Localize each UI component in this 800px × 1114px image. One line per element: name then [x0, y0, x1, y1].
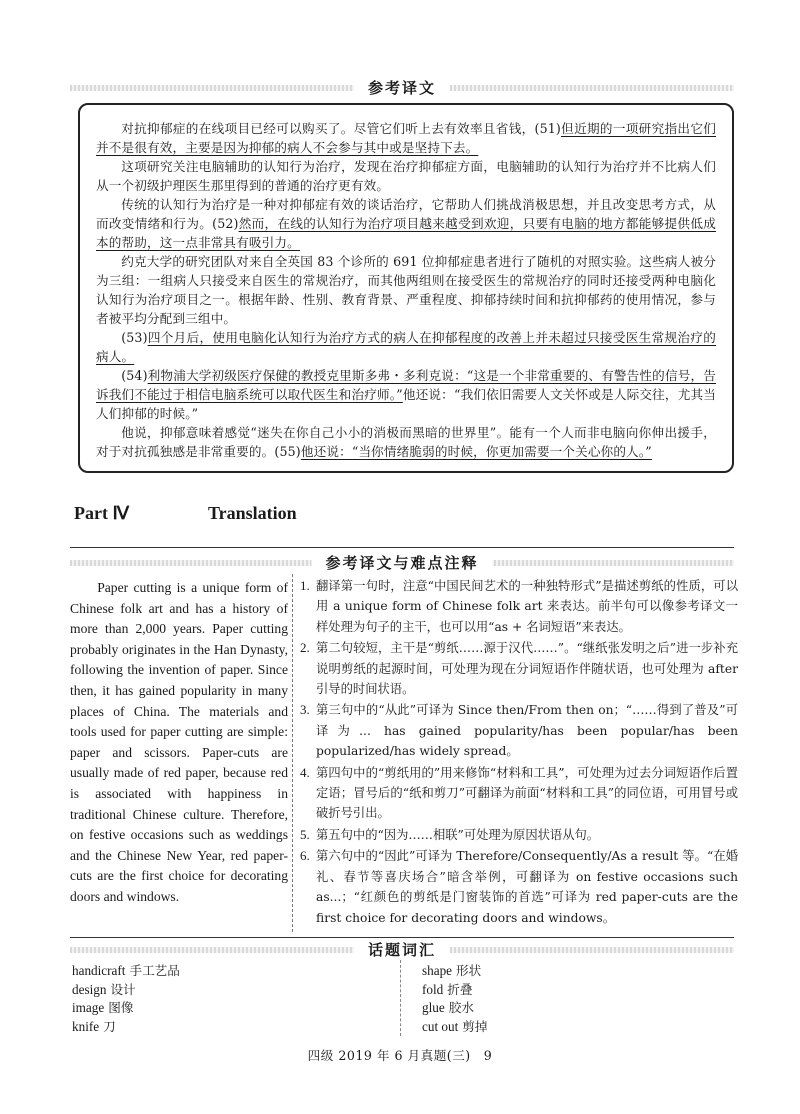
- note-text: 第五句中的“因为……相联”可处理为原因状语从句。: [316, 827, 600, 842]
- divider-line: [70, 937, 734, 938]
- vocab-entry: [72, 999, 180, 1018]
- vocab-word: glue: [422, 1000, 445, 1016]
- reference-translation-box: [78, 103, 734, 473]
- notes-list: [298, 576, 738, 929]
- vocabulary-left-column: [72, 962, 180, 1036]
- note-item: [298, 700, 738, 761]
- note-number: 4.: [300, 764, 310, 780]
- reference-paragraph: [96, 119, 716, 157]
- note-number: 3.: [300, 702, 310, 718]
- vocab-entry: [422, 1018, 487, 1037]
- notes-section-header: [70, 553, 734, 575]
- section-title: 话题词汇: [354, 940, 450, 960]
- sentence: 他还说：“我们依旧需要人文关怀或是人际交往，尤其当人们抑郁的时候。”: [96, 387, 716, 421]
- part-name: Translation: [208, 503, 297, 523]
- reference-paragraph: [96, 252, 716, 328]
- column-divider: [292, 574, 293, 932]
- vocabulary-divider: [400, 960, 401, 1036]
- vocab-entry: [422, 981, 487, 1000]
- vocab-word: fold: [422, 981, 444, 997]
- section-title: 参考译文: [354, 78, 450, 98]
- divider-line: [70, 547, 734, 548]
- reference-paragraph: [96, 195, 716, 252]
- sentence: 约克大学的研究团队对来自全英国 83 个诊所的 691 位抑郁症患者进行了随机的对照实验。这些病人被分为三组：一组病人只接受来自医生的常规治疗，而其他两组则在接受医生的常规治疗的同时还接受两种电脑化认知行为治疗项目之一。根据年龄、性别、教育背景、严重程度、抑郁持续时间和抗抑郁药的使用情况，参与者被平均分配到三组中。: [96, 254, 716, 326]
- vocab-meaning: 刀: [103, 1018, 116, 1034]
- vocab-word: cut out: [422, 1018, 459, 1034]
- vocab-meaning: 折叠: [447, 981, 473, 997]
- vocab-entry: [72, 962, 180, 981]
- sentence: (54): [121, 368, 148, 383]
- note-item: [298, 638, 738, 699]
- part-heading: [74, 503, 297, 524]
- note-item: [298, 846, 738, 928]
- reference-paragraph: [96, 157, 716, 195]
- vocab-meaning: 形状: [456, 963, 482, 978]
- note-number: 1.: [300, 578, 310, 593]
- sentence: 传统的认知行为治疗是一种对抑郁症有效的谈话治疗，它帮助人们挑战消极思想，并且改变思考方式，从而改变情绪和行为。(52): [96, 197, 716, 231]
- reference-translation-header: [70, 78, 734, 100]
- sentence: 这项研究关注电脑辅助的认知行为治疗，发现在治疗抑郁症方面，电脑辅助的认知行为治疗并不比病人们从一个初级护理医生那里得到的普通的治疗更有效。: [96, 159, 716, 193]
- note-text: 第二句较短，主干是“剪纸……源于汉代……”。“继纸张发明之后”进一步补充说明剪纸的起源时间，可处理为现在分词短语作伴随状语，也可处理为 after 引导的时间状语。: [316, 641, 738, 697]
- part-label: Part Ⅳ: [74, 503, 130, 523]
- vocab-word: image: [72, 1000, 105, 1016]
- note-item: [298, 576, 738, 637]
- vocab-entry: [72, 981, 180, 1000]
- vocab-meaning: 剪掉: [462, 1018, 488, 1034]
- reference-paragraphs: [96, 119, 716, 461]
- note-text: 第四句中的“剪纸用的”用来修饰“材料和工具”，可处理为过去分词短语作后置定语；冒号后的“纸和剪刀”可翻译为前面“材料和工具”的同位语，可用冒号或破折号引出。: [316, 765, 738, 821]
- note-item: [298, 825, 738, 845]
- vocab-word: knife: [72, 1018, 100, 1034]
- underlined-sentence: 利物浦大学初级医疗保健的教授克里斯多弗・多利克说：“这是一个非常重要的、有警告性的信号，告诉我们不能过于相信电脑系统可以取代医生和治疗师。”: [96, 368, 716, 402]
- note-number: 5.: [300, 826, 310, 842]
- reference-paragraph: [96, 328, 716, 366]
- note-number: 6.: [300, 848, 310, 864]
- sentence: (53): [121, 330, 148, 345]
- underlined-sentence: 但近期的一项研究指出它们并不是很有效，主要是因为抑郁的病人不会参与其中或是坚持下去。: [96, 121, 716, 155]
- reference-paragraph: [96, 366, 716, 423]
- reference-paragraph: [96, 423, 716, 461]
- note-number: 2.: [300, 640, 310, 656]
- underlined-sentence: 他还说：“当你情绪脆弱的时候，你更加需要一个关心你的人。”: [300, 444, 652, 459]
- vocab-word: design: [72, 981, 107, 997]
- sentence: 对抗抑郁症的在线项目已经可以购买了。尽管它们听上去有效率且省钱，(51): [121, 121, 561, 136]
- translation-passage: [70, 578, 288, 908]
- vocab-meaning: 图像: [108, 1000, 134, 1016]
- page-footer: 四级 2019 年 6 月真题(三) 9: [307, 1048, 493, 1063]
- underlined-sentence: 然而，在线的认知行为治疗项目越来越受到欢迎，只要有电脑的地方都能够提供低成本的帮助，这一点非常具有吸引力。: [96, 216, 716, 250]
- vocab-word: handicraft: [72, 963, 126, 978]
- vocab-entry: [422, 999, 487, 1018]
- underlined-sentence: 四个月后，使用电脑化认知行为治疗方式的病人在抑郁程度的改善上并未超过只接受医生常规治疗的病人。: [96, 330, 716, 364]
- vocabulary-header: [70, 940, 734, 962]
- vocab-meaning: 设计: [110, 981, 136, 997]
- section-title: 参考译文与难点注释: [311, 553, 492, 573]
- passage-text: Paper cutting is a unique form of Chinese folk art and has a history of more than 2,000 years. Paper cutting probably originates in the Han Dynasty, following the invention of paper. Since then, it has gained popularity in many places of China. The materials and tools used for paper cutting are simple: paper and scissors. Paper-cuts are usually made of red paper, because red is associated with happiness in traditional Chinese culture. Therefore, on festive occasions such as weddings and the Chinese New Year, red paper-cuts are the first choice for decorating doors and windows.: [70, 580, 288, 904]
- vocab-meaning: 手工艺品: [129, 963, 180, 978]
- vocabulary-right-column: [422, 962, 487, 1036]
- note-text: 第三句中的“从此”可译为 Since then/From then on；“……得到了普及”可译为... has gained popularity/has been popular/has been popularized/has widely spread。: [316, 703, 738, 759]
- note-text: 翻译第一句时，注意“中国民间艺术的一种独特形式”是描述剪纸的性质，可以用 a unique form of Chinese folk art 来表达。前半句可以像参考译文一样处理为句子的主干，也可以用“as + 名词短语”来表达。: [316, 579, 738, 634]
- note-item: [298, 763, 738, 824]
- vocab-word: shape: [422, 963, 453, 978]
- vocab-entry: [72, 1018, 180, 1037]
- sentence: 他说，抑郁意味着感觉“迷失在你自己小小的消极而黑暗的世界里”。能有一个人而非电脑向你伸出援手，对于对抗孤独感是非常重要的。(55): [96, 425, 716, 459]
- note-text: 第六句中的“因此”可译为 Therefore/Consequently/As a result 等。“在婚礼、春节等喜庆场合”暗含举例，可翻译为 on festive occasions such as...；“红颜色的剪纸是门窗装饰的首选”可译为 red paper-cuts are the first choice for decorating doors and windows。: [316, 849, 738, 925]
- vocab-entry: [422, 962, 487, 981]
- vocab-meaning: 胶水: [448, 1000, 474, 1016]
